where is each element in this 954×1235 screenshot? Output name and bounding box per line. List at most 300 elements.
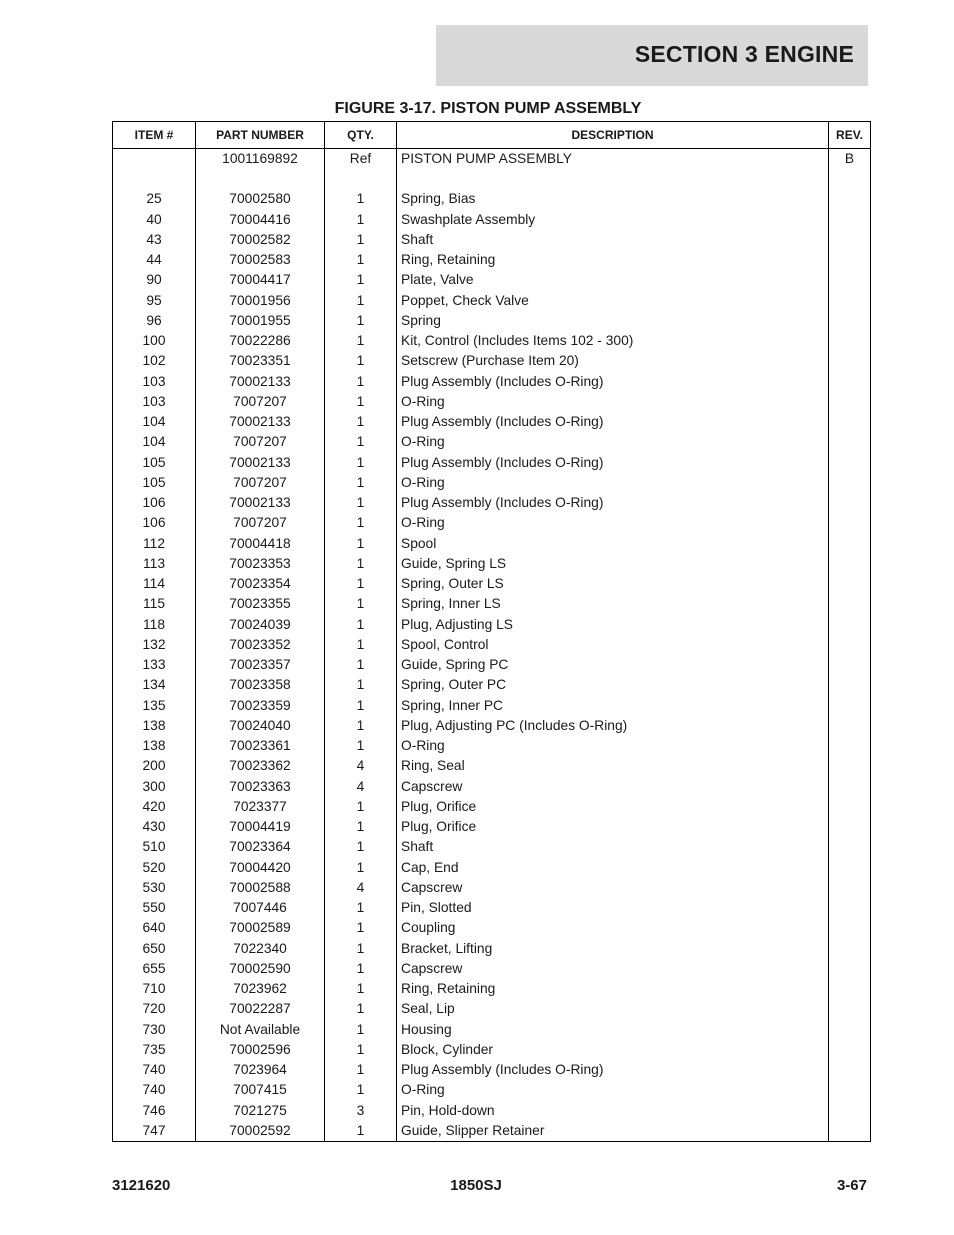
- cell-qty: 1: [325, 1040, 397, 1060]
- cell-part-number: 70023363: [196, 777, 325, 797]
- figure-title-text: FIGURE 3-17. PISTON PUMP ASSEMBLY: [334, 100, 642, 117]
- cell-item: 114: [113, 574, 196, 594]
- cell-qty: 1: [325, 1080, 397, 1100]
- cell-description: PISTON PUMP ASSEMBLY: [397, 149, 829, 170]
- cell-qty: 1: [325, 351, 397, 371]
- cell-rev: B: [829, 149, 871, 170]
- cell-description: Shaft: [397, 230, 829, 250]
- cell-item: 510: [113, 837, 196, 857]
- col-header-description: DESCRIPTION: [397, 122, 829, 149]
- cell-rev: [829, 351, 871, 371]
- cell-part-number: 70004417: [196, 270, 325, 290]
- table-row: [113, 412, 871, 432]
- cell-rev: [829, 858, 871, 878]
- cell-item: 44: [113, 250, 196, 270]
- table-row: [113, 432, 871, 452]
- section-title: SECTION 3 ENGINE: [634, 41, 854, 67]
- table-row: [113, 1101, 871, 1121]
- cell-description: Plug, Orifice: [397, 817, 829, 837]
- cell-part-number: 7007207: [196, 432, 325, 452]
- cell-item: 430: [113, 817, 196, 837]
- cell-description: Spring, Inner LS: [397, 594, 829, 614]
- cell-description: Ring, Retaining: [397, 979, 829, 999]
- table-row: [113, 939, 871, 959]
- cell-part-number: 7007446: [196, 898, 325, 918]
- cell-part-number: 70023364: [196, 837, 325, 857]
- cell-rev: [829, 1060, 871, 1080]
- table-row: [113, 716, 871, 736]
- cell-item: 25: [113, 189, 196, 209]
- cell-part-number: 70024039: [196, 615, 325, 635]
- cell-qty: 1: [325, 230, 397, 250]
- cell-part-number: 70004418: [196, 534, 325, 554]
- cell-qty: 1: [325, 432, 397, 452]
- table-row: [113, 655, 871, 675]
- cell-item: 650: [113, 939, 196, 959]
- col-header-item: ITEM #: [113, 122, 196, 149]
- cell-part-number: Not Available: [196, 1020, 325, 1040]
- cell-qty: 1: [325, 331, 397, 351]
- cell-part-number: 70001956: [196, 291, 325, 311]
- table-row: [113, 999, 871, 1019]
- cell-rev: [829, 696, 871, 716]
- table-row: [113, 513, 871, 533]
- cell-item: 113: [113, 554, 196, 574]
- doc-number: 3121620: [112, 1177, 171, 1194]
- cell-rev: [829, 716, 871, 736]
- cell-qty: 4: [325, 777, 397, 797]
- cell-description: Poppet, Check Valve: [397, 291, 829, 311]
- cell-qty: 1: [325, 959, 397, 979]
- cell-item: 640: [113, 918, 196, 938]
- cell-rev: [829, 675, 871, 695]
- cell-part-number: 7007415: [196, 1080, 325, 1100]
- cell-description: O-Ring: [397, 513, 829, 533]
- cell-part-number: 70002588: [196, 878, 325, 898]
- table-row: [113, 392, 871, 412]
- cell-item: 720: [113, 999, 196, 1019]
- model-name-text: 1850SJ: [450, 1177, 502, 1194]
- cell-description: Pin, Slotted: [397, 898, 829, 918]
- cell-qty: 1: [325, 574, 397, 594]
- cell-description: Plug Assembly (Includes O-Ring): [397, 1060, 829, 1080]
- cell-description: Cap, End: [397, 858, 829, 878]
- cell-description: Spring, Inner PC: [397, 696, 829, 716]
- cell-item: 746: [113, 1101, 196, 1121]
- cell-item: [113, 149, 196, 170]
- cell-item: 40: [113, 210, 196, 230]
- cell-part-number: 70002582: [196, 230, 325, 250]
- cell-part-number: 70023351: [196, 351, 325, 371]
- table-row: [113, 291, 871, 311]
- table-row: [113, 635, 871, 655]
- cell-description: O-Ring: [397, 392, 829, 412]
- cell-item: 106: [113, 493, 196, 513]
- cell-item: 106: [113, 513, 196, 533]
- cell-rev: [829, 918, 871, 938]
- cell-qty: 1: [325, 635, 397, 655]
- cell-rev: [829, 756, 871, 776]
- cell-description: Plug Assembly (Includes O-Ring): [397, 493, 829, 513]
- cell-rev: [829, 453, 871, 473]
- col-header-rev: REV.: [829, 122, 871, 149]
- cell-description: Setscrew (Purchase Item 20): [397, 351, 829, 371]
- cell-description: Kit, Control (Includes Items 102 - 300): [397, 331, 829, 351]
- cell-qty: 1: [325, 716, 397, 736]
- cell-qty: 1: [325, 1121, 397, 1142]
- table-row: [113, 351, 871, 371]
- cell-description: Spring, Outer LS: [397, 574, 829, 594]
- cell-rev: [829, 594, 871, 614]
- cell-rev: [829, 250, 871, 270]
- table-row: [113, 534, 871, 554]
- table-row: [113, 878, 871, 898]
- cell-item: 103: [113, 392, 196, 412]
- cell-part-number: 7007207: [196, 513, 325, 533]
- cell-qty: 1: [325, 696, 397, 716]
- cell-item: 104: [113, 432, 196, 452]
- cell-part-number: 7007207: [196, 473, 325, 493]
- cell-rev: [829, 189, 871, 209]
- table-row: [113, 1020, 871, 1040]
- cell-part-number: 70004416: [196, 210, 325, 230]
- cell-qty: 1: [325, 736, 397, 756]
- cell-description: Seal, Lip: [397, 999, 829, 1019]
- cell-description: Guide, Spring PC: [397, 655, 829, 675]
- cell-item: 420: [113, 797, 196, 817]
- table-row: [113, 797, 871, 817]
- cell-description: Plug Assembly (Includes O-Ring): [397, 453, 829, 473]
- cell-description: Plate, Valve: [397, 270, 829, 290]
- cell-description: Ring, Retaining: [397, 250, 829, 270]
- cell-qty: 1: [325, 979, 397, 999]
- table-row: [113, 574, 871, 594]
- cell-qty: 3: [325, 1101, 397, 1121]
- cell-part-number: 70023354: [196, 574, 325, 594]
- cell-qty: 4: [325, 878, 397, 898]
- cell-description: Capscrew: [397, 878, 829, 898]
- table-row: [113, 756, 871, 776]
- cell-description: Block, Cylinder: [397, 1040, 829, 1060]
- cell-item: 133: [113, 655, 196, 675]
- assembly-row: [113, 149, 871, 170]
- col-header-part-number: PART NUMBER: [196, 122, 325, 149]
- cell-item: 100: [113, 331, 196, 351]
- cell-qty: 1: [325, 453, 397, 473]
- cell-part-number: 70002589: [196, 918, 325, 938]
- cell-qty: 1: [325, 797, 397, 817]
- cell-description: Guide, Spring LS: [397, 554, 829, 574]
- cell-part-number: 70002133: [196, 372, 325, 392]
- cell-item: 747: [113, 1121, 196, 1142]
- cell-part-number: 70022286: [196, 331, 325, 351]
- cell-description: Pin, Hold-down: [397, 1101, 829, 1121]
- cell-item: 96: [113, 311, 196, 331]
- cell-description: Housing: [397, 1020, 829, 1040]
- cell-description: Plug, Adjusting PC (Includes O-Ring): [397, 716, 829, 736]
- cell-part-number: 70002133: [196, 412, 325, 432]
- cell-item: 520: [113, 858, 196, 878]
- cell-part-number: 70002133: [196, 453, 325, 473]
- cell-description: Plug, Adjusting LS: [397, 615, 829, 635]
- table-row: [113, 372, 871, 392]
- cell-description: O-Ring: [397, 473, 829, 493]
- cell-rev: [829, 615, 871, 635]
- cell-qty: 1: [325, 210, 397, 230]
- cell-part-number: 70023362: [196, 756, 325, 776]
- cell-rev: [829, 898, 871, 918]
- cell-rev: [829, 1101, 871, 1121]
- table-row: [113, 736, 871, 756]
- cell-rev: [829, 392, 871, 412]
- table-row: [113, 250, 871, 270]
- cell-part-number: 7023964: [196, 1060, 325, 1080]
- table-row: [113, 1121, 871, 1142]
- cell-description: Guide, Slipper Retainer: [397, 1121, 829, 1142]
- table-row: [113, 1040, 871, 1060]
- cell-item: 90: [113, 270, 196, 290]
- cell-part-number: 70002590: [196, 959, 325, 979]
- table-row: [113, 675, 871, 695]
- cell-rev: [829, 736, 871, 756]
- cell-item: 530: [113, 878, 196, 898]
- cell-part-number: 70024040: [196, 716, 325, 736]
- cell-description: Plug, Orifice: [397, 797, 829, 817]
- cell-item: 115: [113, 594, 196, 614]
- cell-qty: 1: [325, 939, 397, 959]
- cell-rev: [829, 777, 871, 797]
- table-row: [113, 959, 871, 979]
- cell-rev: [829, 230, 871, 250]
- cell-rev: [829, 979, 871, 999]
- cell-qty: 1: [325, 473, 397, 493]
- cell-rev: [829, 513, 871, 533]
- cell-rev: [829, 1080, 871, 1100]
- cell-item: 740: [113, 1060, 196, 1080]
- cell-rev: [829, 554, 871, 574]
- table-row: [113, 554, 871, 574]
- cell-description: O-Ring: [397, 432, 829, 452]
- cell-rev: [829, 999, 871, 1019]
- table-row: [113, 473, 871, 493]
- cell-description: Ring, Seal: [397, 756, 829, 776]
- cell-part-number: 70023361: [196, 736, 325, 756]
- table-row: [113, 918, 871, 938]
- cell-part-number: 7021275: [196, 1101, 325, 1121]
- section-header: [436, 25, 868, 86]
- cell-qty: 1: [325, 189, 397, 209]
- table-row: [113, 331, 871, 351]
- table-row: [113, 210, 871, 230]
- cell-rev: [829, 311, 871, 331]
- table-row: [113, 270, 871, 290]
- cell-description: Shaft: [397, 837, 829, 857]
- cell-description: Spring: [397, 311, 829, 331]
- cell-item: 102: [113, 351, 196, 371]
- table-row: [113, 189, 871, 209]
- cell-qty: 1: [325, 615, 397, 635]
- cell-qty: 1: [325, 270, 397, 290]
- cell-qty: 1: [325, 372, 397, 392]
- spacer-row: [113, 169, 871, 189]
- cell-qty: 1: [325, 1020, 397, 1040]
- cell-qty: 1: [325, 858, 397, 878]
- parts-table: [112, 121, 871, 1142]
- table-row: [113, 696, 871, 716]
- cell-part-number: 70004420: [196, 858, 325, 878]
- cell-part-number: 70002592: [196, 1121, 325, 1142]
- cell-rev: [829, 635, 871, 655]
- cell-rev: [829, 837, 871, 857]
- cell-description: Swashplate Assembly: [397, 210, 829, 230]
- cell-item: 118: [113, 615, 196, 635]
- cell-rev: [829, 210, 871, 230]
- cell-description: Spool: [397, 534, 829, 554]
- cell-description: Spring, Bias: [397, 189, 829, 209]
- cell-part-number: 7007207: [196, 392, 325, 412]
- cell-item: 138: [113, 736, 196, 756]
- cell-part-number: 70004419: [196, 817, 325, 837]
- cell-item: 300: [113, 777, 196, 797]
- cell-description: Plug Assembly (Includes O-Ring): [397, 372, 829, 392]
- cell-part-number: 7023377: [196, 797, 325, 817]
- cell-rev: [829, 1121, 871, 1142]
- cell-part-number: 1001169892: [196, 149, 325, 170]
- table-header-row: [113, 122, 871, 149]
- cell-rev: [829, 878, 871, 898]
- cell-qty: 1: [325, 493, 397, 513]
- cell-qty: 1: [325, 513, 397, 533]
- cell-rev: [829, 493, 871, 513]
- cell-rev: [829, 291, 871, 311]
- cell-description: Coupling: [397, 918, 829, 938]
- table-row: [113, 493, 871, 513]
- cell-description: O-Ring: [397, 1080, 829, 1100]
- table-row: [113, 311, 871, 331]
- table-row: [113, 453, 871, 473]
- figure-title: [0, 100, 954, 118]
- cell-item: 132: [113, 635, 196, 655]
- cell-item: 550: [113, 898, 196, 918]
- cell-qty: 1: [325, 594, 397, 614]
- cell-rev: [829, 939, 871, 959]
- table-row: [113, 615, 871, 635]
- cell-rev: [829, 1020, 871, 1040]
- cell-rev: [829, 432, 871, 452]
- cell-part-number: 70002580: [196, 189, 325, 209]
- cell-item: 105: [113, 473, 196, 493]
- cell-description: O-Ring: [397, 736, 829, 756]
- cell-rev: [829, 1040, 871, 1060]
- cell-part-number: 70023355: [196, 594, 325, 614]
- cell-item: 200: [113, 756, 196, 776]
- cell-rev: [829, 959, 871, 979]
- cell-description: Capscrew: [397, 777, 829, 797]
- cell-description: Capscrew: [397, 959, 829, 979]
- cell-qty: 1: [325, 412, 397, 432]
- cell-part-number: 70002596: [196, 1040, 325, 1060]
- table-row: [113, 817, 871, 837]
- cell-qty: 1: [325, 817, 397, 837]
- cell-qty: 4: [325, 756, 397, 776]
- cell-item: 104: [113, 412, 196, 432]
- table-row: [113, 1080, 871, 1100]
- cell-rev: [829, 574, 871, 594]
- cell-part-number: 70023352: [196, 635, 325, 655]
- cell-part-number: 70002583: [196, 250, 325, 270]
- cell-rev: [829, 817, 871, 837]
- cell-rev: [829, 412, 871, 432]
- cell-qty: 1: [325, 291, 397, 311]
- cell-rev: [829, 797, 871, 817]
- cell-qty: 1: [325, 837, 397, 857]
- cell-qty: 1: [325, 655, 397, 675]
- cell-qty: 1: [325, 311, 397, 331]
- cell-rev: [829, 372, 871, 392]
- model-name: [0, 1177, 954, 1194]
- table-row: [113, 777, 871, 797]
- cell-part-number: 70001955: [196, 311, 325, 331]
- cell-qty: 1: [325, 918, 397, 938]
- cell-item: 103: [113, 372, 196, 392]
- cell-item: 138: [113, 716, 196, 736]
- table-row: [113, 898, 871, 918]
- cell-qty: 1: [325, 675, 397, 695]
- cell-part-number: 70022287: [196, 999, 325, 1019]
- cell-description: Plug Assembly (Includes O-Ring): [397, 412, 829, 432]
- table-row: [113, 979, 871, 999]
- cell-item: 135: [113, 696, 196, 716]
- cell-item: 95: [113, 291, 196, 311]
- cell-part-number: 70023358: [196, 675, 325, 695]
- cell-description: Spool, Control: [397, 635, 829, 655]
- cell-part-number: 70023353: [196, 554, 325, 574]
- cell-item: 655: [113, 959, 196, 979]
- cell-item: 112: [113, 534, 196, 554]
- cell-rev: [829, 270, 871, 290]
- cell-item: 710: [113, 979, 196, 999]
- cell-description: Spring, Outer PC: [397, 675, 829, 695]
- cell-qty: 1: [325, 1060, 397, 1080]
- cell-item: 134: [113, 675, 196, 695]
- table-row: [113, 837, 871, 857]
- cell-rev: [829, 331, 871, 351]
- cell-part-number: 70002133: [196, 493, 325, 513]
- cell-qty: 1: [325, 898, 397, 918]
- cell-rev: [829, 534, 871, 554]
- cell-qty: 1: [325, 250, 397, 270]
- cell-description: Bracket, Lifting: [397, 939, 829, 959]
- cell-qty: Ref: [325, 149, 397, 170]
- page-number: 3-67: [836, 1177, 867, 1194]
- cell-item: 740: [113, 1080, 196, 1100]
- table-row: [113, 1060, 871, 1080]
- table-row: [113, 594, 871, 614]
- cell-part-number: 70023357: [196, 655, 325, 675]
- cell-qty: 1: [325, 999, 397, 1019]
- cell-part-number: 7022340: [196, 939, 325, 959]
- cell-qty: 1: [325, 534, 397, 554]
- cell-rev: [829, 655, 871, 675]
- cell-part-number: 70023359: [196, 696, 325, 716]
- cell-item: 730: [113, 1020, 196, 1040]
- cell-qty: 1: [325, 554, 397, 574]
- cell-part-number: 7023962: [196, 979, 325, 999]
- cell-item: 105: [113, 453, 196, 473]
- col-header-qty: QTY.: [325, 122, 397, 149]
- cell-rev: [829, 473, 871, 493]
- cell-item: 735: [113, 1040, 196, 1060]
